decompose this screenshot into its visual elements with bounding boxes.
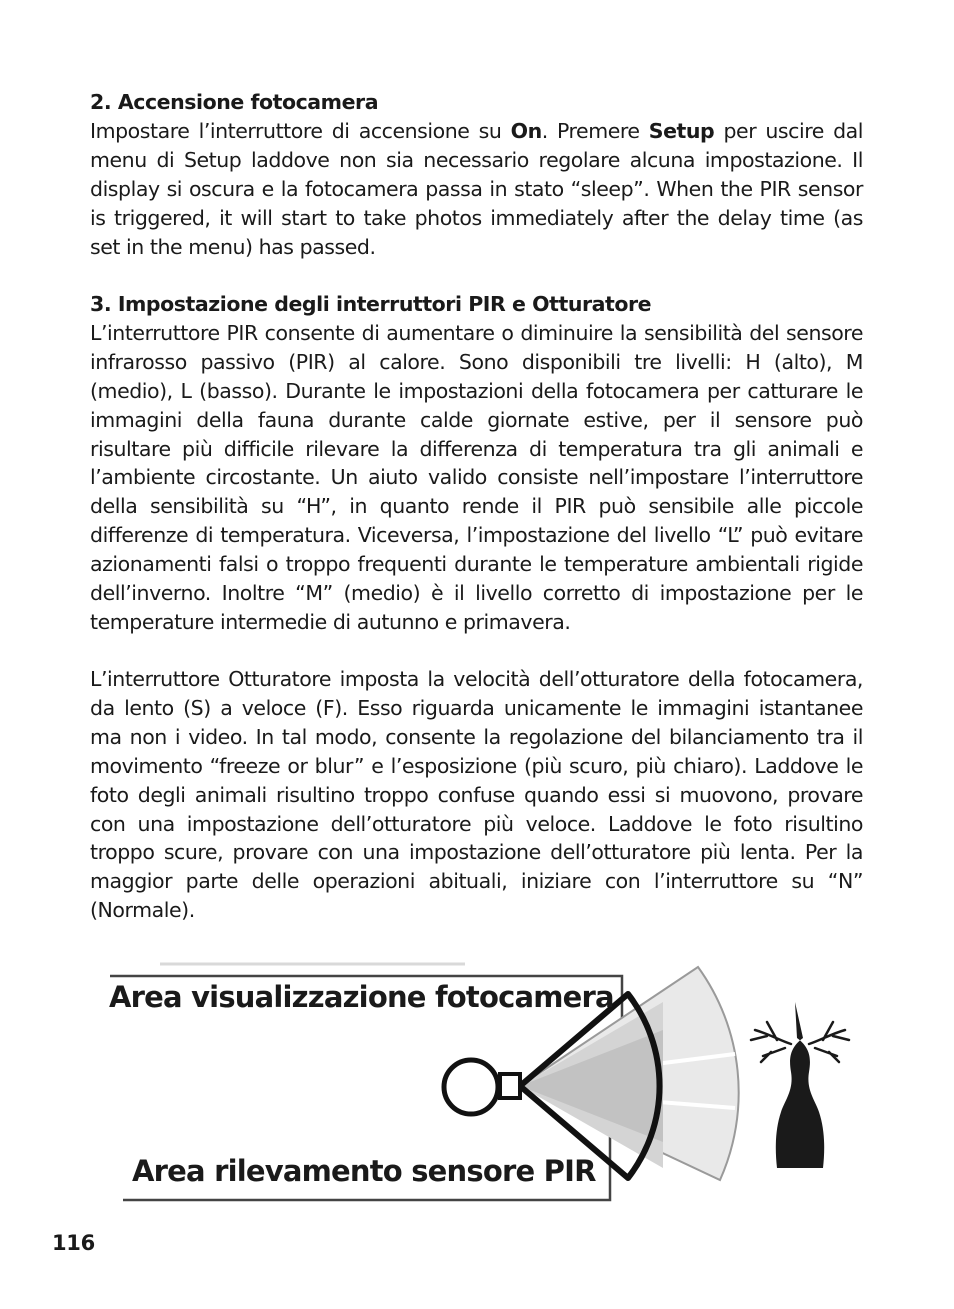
power-paragraph [90, 117, 863, 262]
setup-term: Setup [648, 118, 715, 143]
power-text-3: per uscire dal menu di Setup laddove non sia necessario regolare alcuna impostazione. Il display si oscura e la fotocamera passa in stato “sleep”. When the PIR sensor is triggered, it will start to take photos immediately after the delay time (as set in the menu) has passed. [90, 118, 863, 259]
section-pir-shutter [90, 290, 863, 637]
power-text-1: Impostare l’interruttore di accensione su [90, 118, 511, 143]
pir-area-label: Area rilevamento sensore PIR [132, 1154, 596, 1188]
camera-lens [500, 1074, 520, 1098]
section-heading-pir: 3. Impostazione degli interruttori PIR e Otturatore [90, 292, 652, 316]
page-number: 116 [52, 1231, 95, 1255]
camera-area-label: Area visualizzazione fotocamera [109, 980, 614, 1014]
shutter-paragraph: L’interruttore Otturatore imposta la velocità dell’otturatore della fotocamera, da lento (S) a veloce (F). Esso riguarda unicamente le immagini istantanee ma non i video. In tal modo, consente la regolazione del bilanciamento tra il movimento “freeze or blur” e l’esposizione (più scuro, più chiaro). Laddove le foto degli animali risultino troppo confuse quando essi si muovono, provare con una impostazione dell’otturatore più veloce. Laddove le foto risultino troppo scure, provare con una impostazione dell’otturatore più lenta. Per la maggior parte delle operazioni abituali, iniziare con l’interruttore su “N” (Normale). [90, 667, 863, 923]
power-text-2: . Premere [541, 118, 649, 143]
camera-body-icon [444, 1060, 498, 1114]
section-heading-power: 2. Accensione fotocamera [90, 90, 379, 114]
section-camera-power [90, 88, 863, 261]
pir-paragraph: L’interruttore PIR consente di aumentare o diminuire la sensibilità del sensore infrarosso passivo (PIR) al calore. Sono disponibili tre livelli: H (alto), M (medio), L (basso). Durante le impostazioni della fotocamera per catturare le immagini della fauna durante calde giornate estive, per il sensore può risultare più difficile rilevare la differenza di temperatura tra gli animali e l’ambiente circostante. Un aiuto valido consiste nell’impostare l’interruttore della sensibilità su “H”, in quanto rende il PIR può sensibile alle piccole differenze di temperatura. Viceversa, l’impostazione del livello “L” può evitare azionamenti falsi o troppo frequenti durante le temperature ambientali rigide dell’inverno. Inoltre “M” (medio) è il livello corretto di impostazione per le temperature intermedie di autunno e primavera. [90, 320, 863, 634]
power-on-term: On [510, 118, 542, 143]
section-shutter [90, 665, 863, 925]
deer-icon [751, 1002, 849, 1168]
view-area-diagram [95, 950, 865, 1220]
